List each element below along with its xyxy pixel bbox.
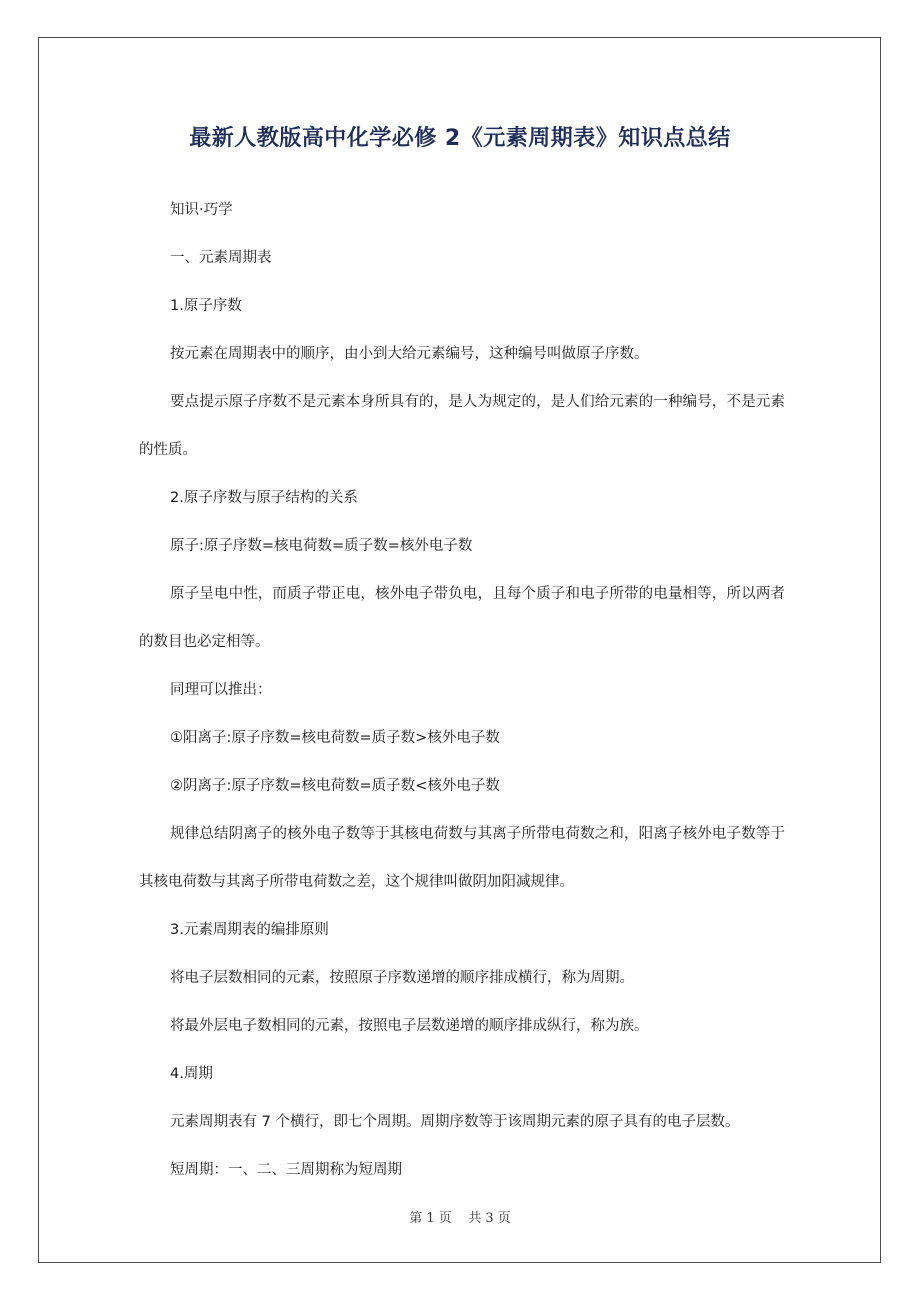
paragraph-derivation: 同理可以推出：	[170, 682, 272, 698]
paragraph-atomic-number-definition: 按元素在周期表中的顺序，由小到大给元素编号，这种编号叫做原子序数。	[170, 346, 649, 362]
heading-period: 4.周期	[170, 1066, 213, 1082]
heading-arrangement-principle: 3.元素周期表的编排原则	[170, 922, 329, 938]
paragraph-cation-formula: ①阳离子:原子序数=核电荷数=质子数>核外电子数	[170, 730, 500, 746]
paragraph-anion-formula: ②阴离子:原子序数=核电荷数=质子数<核外电子数	[170, 778, 500, 794]
paragraph-section-intro: 知识·巧学	[170, 202, 233, 218]
paragraph-rule-summary: 规律总结阴离子的核外电子数等于其核电荷数与其离子所带电荷数之和，阳离子核外电子数等于其核电荷数与其离子所带电荷数之差，这个规律叫做阴加阳减规律。	[139, 826, 785, 890]
paragraph-short-periods: 短周期：一、二、三周期称为短周期	[170, 1162, 402, 1178]
document-title: 最新人教版高中化学必修 2《元素周期表》知识点总结	[189, 126, 731, 151]
page-number-footer: 第 1 页 共 3 页	[409, 1211, 511, 1226]
paragraph-period-principle: 将电子层数相同的元素，按照原子序数递增的顺序排成横行，称为周期。	[170, 970, 634, 986]
heading-periodic-table: 一、元素周期表	[170, 250, 272, 266]
paragraph-key-point: 要点提示原子序数不是元素本身所具有的，是人为规定的，是人们给元素的一种编号，不是元素的性质。	[139, 394, 785, 458]
paragraph-electric-neutrality: 原子呈电中性，而质子带正电，核外电子带负电，且每个质子和电子所带的电量相等，所以两者的数目也必定相等。	[139, 586, 785, 650]
paragraph-group-principle: 将最外层电子数相同的元素，按照电子层数递增的顺序排成纵行，称为族。	[170, 1018, 649, 1034]
heading-atomic-number: 1.原子序数	[170, 298, 242, 314]
paragraph-seven-periods: 元素周期表有 7 个横行，即七个周期。周期序数等于该周期元素的原子具有的电子层数。	[170, 1114, 740, 1130]
paragraph-atom-formula: 原子:原子序数=核电荷数=质子数=核外电子数	[170, 538, 473, 554]
heading-atomic-structure-relation: 2.原子序数与原子结构的关系	[170, 490, 358, 506]
